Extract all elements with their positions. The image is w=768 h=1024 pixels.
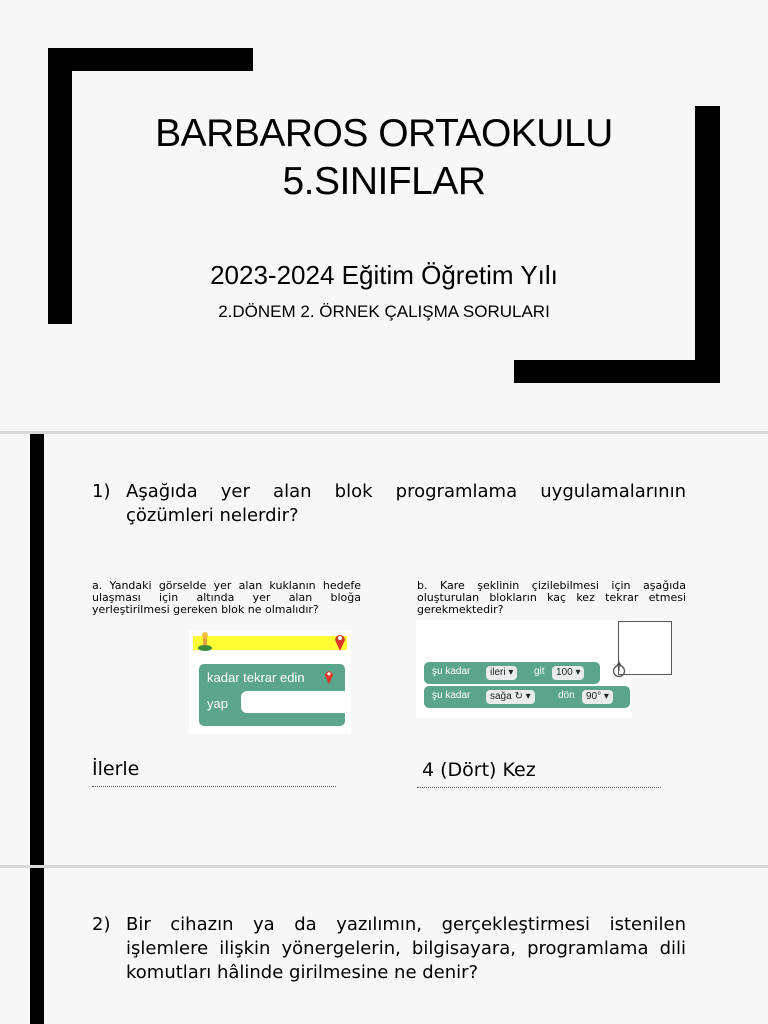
- year-title: 2023-2024 Eğitim Öğretim Yılı: [210, 260, 558, 290]
- turn-prefix: şu kadar: [432, 690, 471, 701]
- direction-dropdown-forward: ileri ▾: [486, 666, 517, 680]
- repeat-until-block: [199, 664, 345, 726]
- question-number: 1): [92, 481, 111, 502]
- yellow-path: [193, 636, 347, 650]
- question-2-slide: [0, 868, 768, 1024]
- move-verb: git: [534, 666, 545, 677]
- move-block: [424, 662, 600, 684]
- question-number: 2): [92, 914, 111, 935]
- grade-title: 5.SINIFLAR: [282, 160, 486, 203]
- question-2: [92, 913, 686, 987]
- answer-b-line: [417, 787, 661, 788]
- question-1: [92, 480, 686, 530]
- turn-block: [424, 686, 630, 708]
- empty-slot: [241, 691, 345, 713]
- turn-verb: dön: [558, 690, 575, 701]
- goal-marker-icon: [334, 632, 346, 652]
- subquestion-b-text: b. Kare şeklinin çizilebilmesi için aşağıda oluşturulan blokların kaç kez tekrar etmesi gerekmektedir?: [417, 579, 686, 616]
- answer-a: İlerle: [92, 758, 140, 780]
- subquestion-a-text: a. Yandaki görselde yer alan kuklanın hedefe ulaşması için altında yer alan bloğa yerleştirilmesi gereken blok ne olmalıdır?: [92, 579, 361, 616]
- character-icon: [197, 632, 213, 652]
- goal-marker-small-icon: [324, 669, 334, 690]
- turtle-cursor-icon: [611, 660, 627, 678]
- left-accent-bar: [30, 868, 44, 1024]
- frame-bottom-right-horizontal: [514, 360, 720, 383]
- left-accent-bar: [30, 434, 44, 865]
- move-prefix: şu kadar: [432, 666, 471, 677]
- question-text: Aşağıda yer alan blok programlama uygulamalarının çözümleri nelerdir?: [126, 481, 686, 526]
- answer-a-line: [92, 786, 336, 787]
- school-title: BARBAROS ORTAOKULU: [155, 112, 613, 155]
- repeat-until-label: kadar tekrar edin: [207, 670, 305, 685]
- cover-slide: [0, 0, 768, 431]
- subtitle: 2.DÖNEM 2. ÖRNEK ÇALIŞMA SORULARI: [218, 302, 550, 321]
- direction-dropdown-right: sağa ↻ ▾: [486, 690, 535, 704]
- do-label: yap: [207, 696, 228, 711]
- answer-b: 4 (Dört) Kez: [422, 759, 536, 781]
- frame-top-left-horizontal: [48, 48, 253, 71]
- repeat-until-block-image: [189, 630, 351, 734]
- angle-dropdown: 90° ▾: [582, 690, 613, 704]
- move-turn-blocks-image: [416, 620, 632, 718]
- question-1-slide: [0, 434, 768, 865]
- question-text: Bir cihazın ya da yazılımın, gerçekleştirmesi istenilen işlemlere ilişkin yönergelerin, bilgisayara, programlama dili komutları hâlinde girilmesine ne denir?: [126, 914, 686, 983]
- distance-dropdown: 100 ▾: [552, 666, 584, 680]
